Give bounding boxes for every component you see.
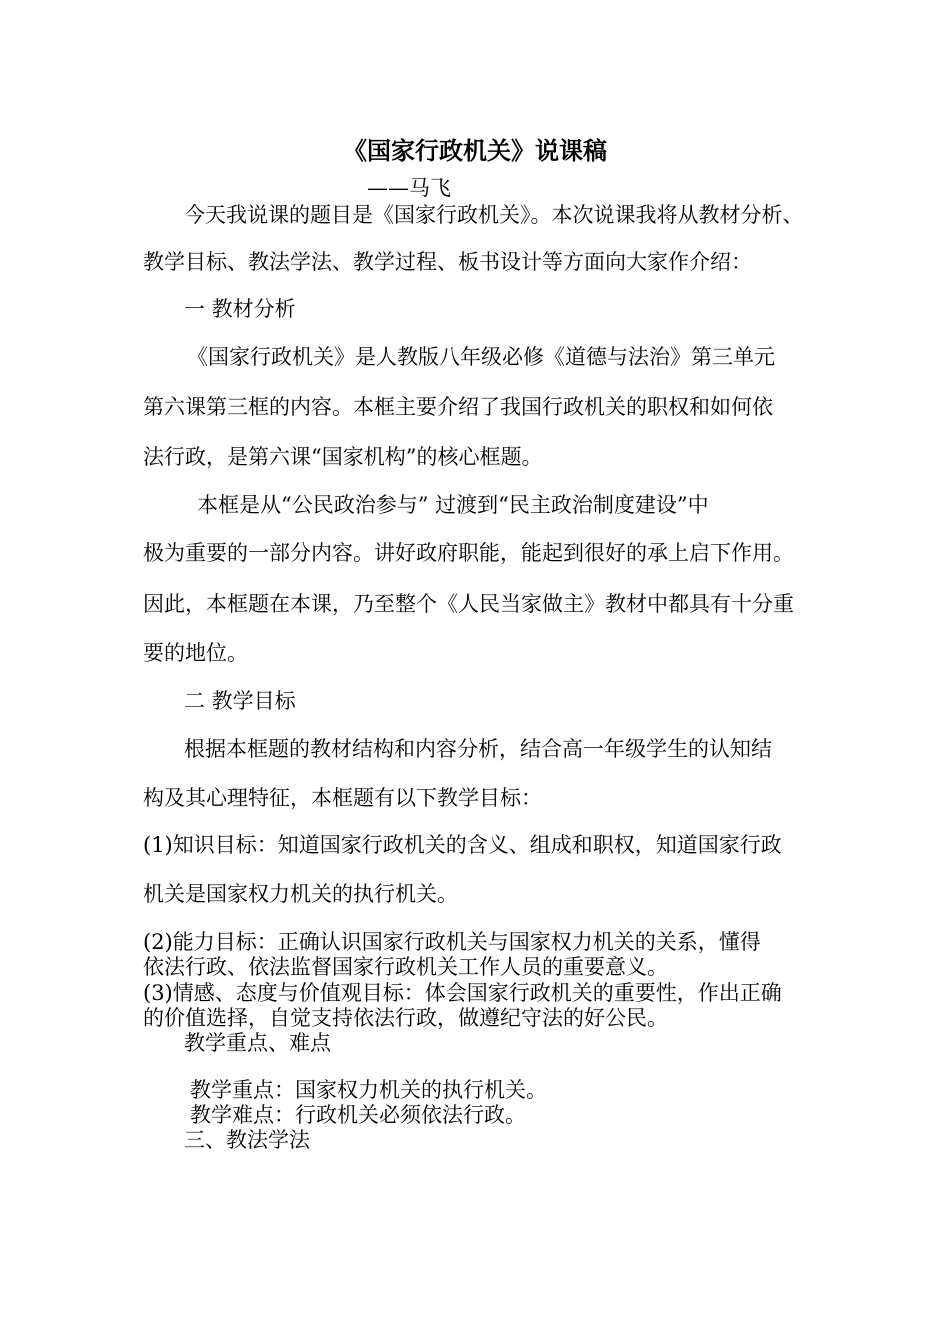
section-1-heading: 一 教材分析: [184, 297, 296, 321]
document-title: 《国家行政机关》说课稿: [343, 136, 607, 165]
section-1-para1-line-1: 《国家行政机关》是人教版八年级必修《道德与法治》第三单元: [187, 345, 775, 369]
intro-line-2: 教学目标、教法学法、教学过程、板书设计等方面向大家作介绍：: [143, 250, 752, 274]
section-2-heading: 二 教学目标: [184, 689, 296, 713]
goal-1-line-1: (1)知识目标：知道国家行政机关的含义、组成和职权，知道国家行政: [143, 833, 782, 857]
section-2-intro-line-2: 构及其心理特征，本框题有以下教学目标：: [143, 786, 542, 810]
section-1-para1-line-2: 第六课第三框的内容。本框主要介绍了我国行政机关的职权和如何依: [143, 395, 773, 419]
section-1-para2-line-2: 极为重要的一部分内容。讲好政府职能，能起到很好的承上启下作用。: [143, 541, 794, 565]
goal-3-line-2: 的价值选择，自觉支持依法行政，做遵纪守法的好公民。: [143, 1006, 668, 1030]
section-2-intro-line-1: 根据本框题的教材结构和内容分析，结合高一年级学生的认知结: [184, 737, 772, 761]
difficulty-line: 教学难点：行政机关必须依法行政。: [190, 1103, 526, 1127]
intro-line-1: 今天我说课的题目是《国家行政机关》。本次说课我将从教材分析、: [184, 203, 804, 227]
section-1-para2-line-4: 要的地位。: [143, 641, 248, 665]
section-3-heading: 三、教法学法: [184, 1128, 310, 1152]
goal-3-line-1: (3)情感、态度与价值观目标：体会国家行政机关的重要性，作出正确: [143, 981, 782, 1005]
author-line: ——马飞: [367, 176, 451, 200]
key-points-heading: 教学重点、难点: [184, 1031, 331, 1055]
goal-2-line-2: 依法行政、依法监督国家行政机关工作人员的重要意义。: [143, 955, 668, 979]
key-point-line: 教学重点：国家权力机关的执行机关。: [190, 1078, 547, 1102]
goal-2-line-1: (2)能力目标：正确认识国家行政机关与国家权力机关的关系，懂得: [143, 930, 761, 954]
goal-1-line-2: 机关是国家权力机关的执行机关。: [143, 882, 458, 906]
section-1-para2-line-3: 因此，本框题在本课，乃至整个《人民当家做主》教材中都具有十分重: [143, 592, 794, 616]
section-1-para2-line-1: 本框是从“公民政治参与” 过渡到“民主政治制度建设”中: [197, 493, 709, 517]
section-1-para1-line-3: 法行政，是第六课“国家机构”的核心框题。: [143, 445, 543, 469]
